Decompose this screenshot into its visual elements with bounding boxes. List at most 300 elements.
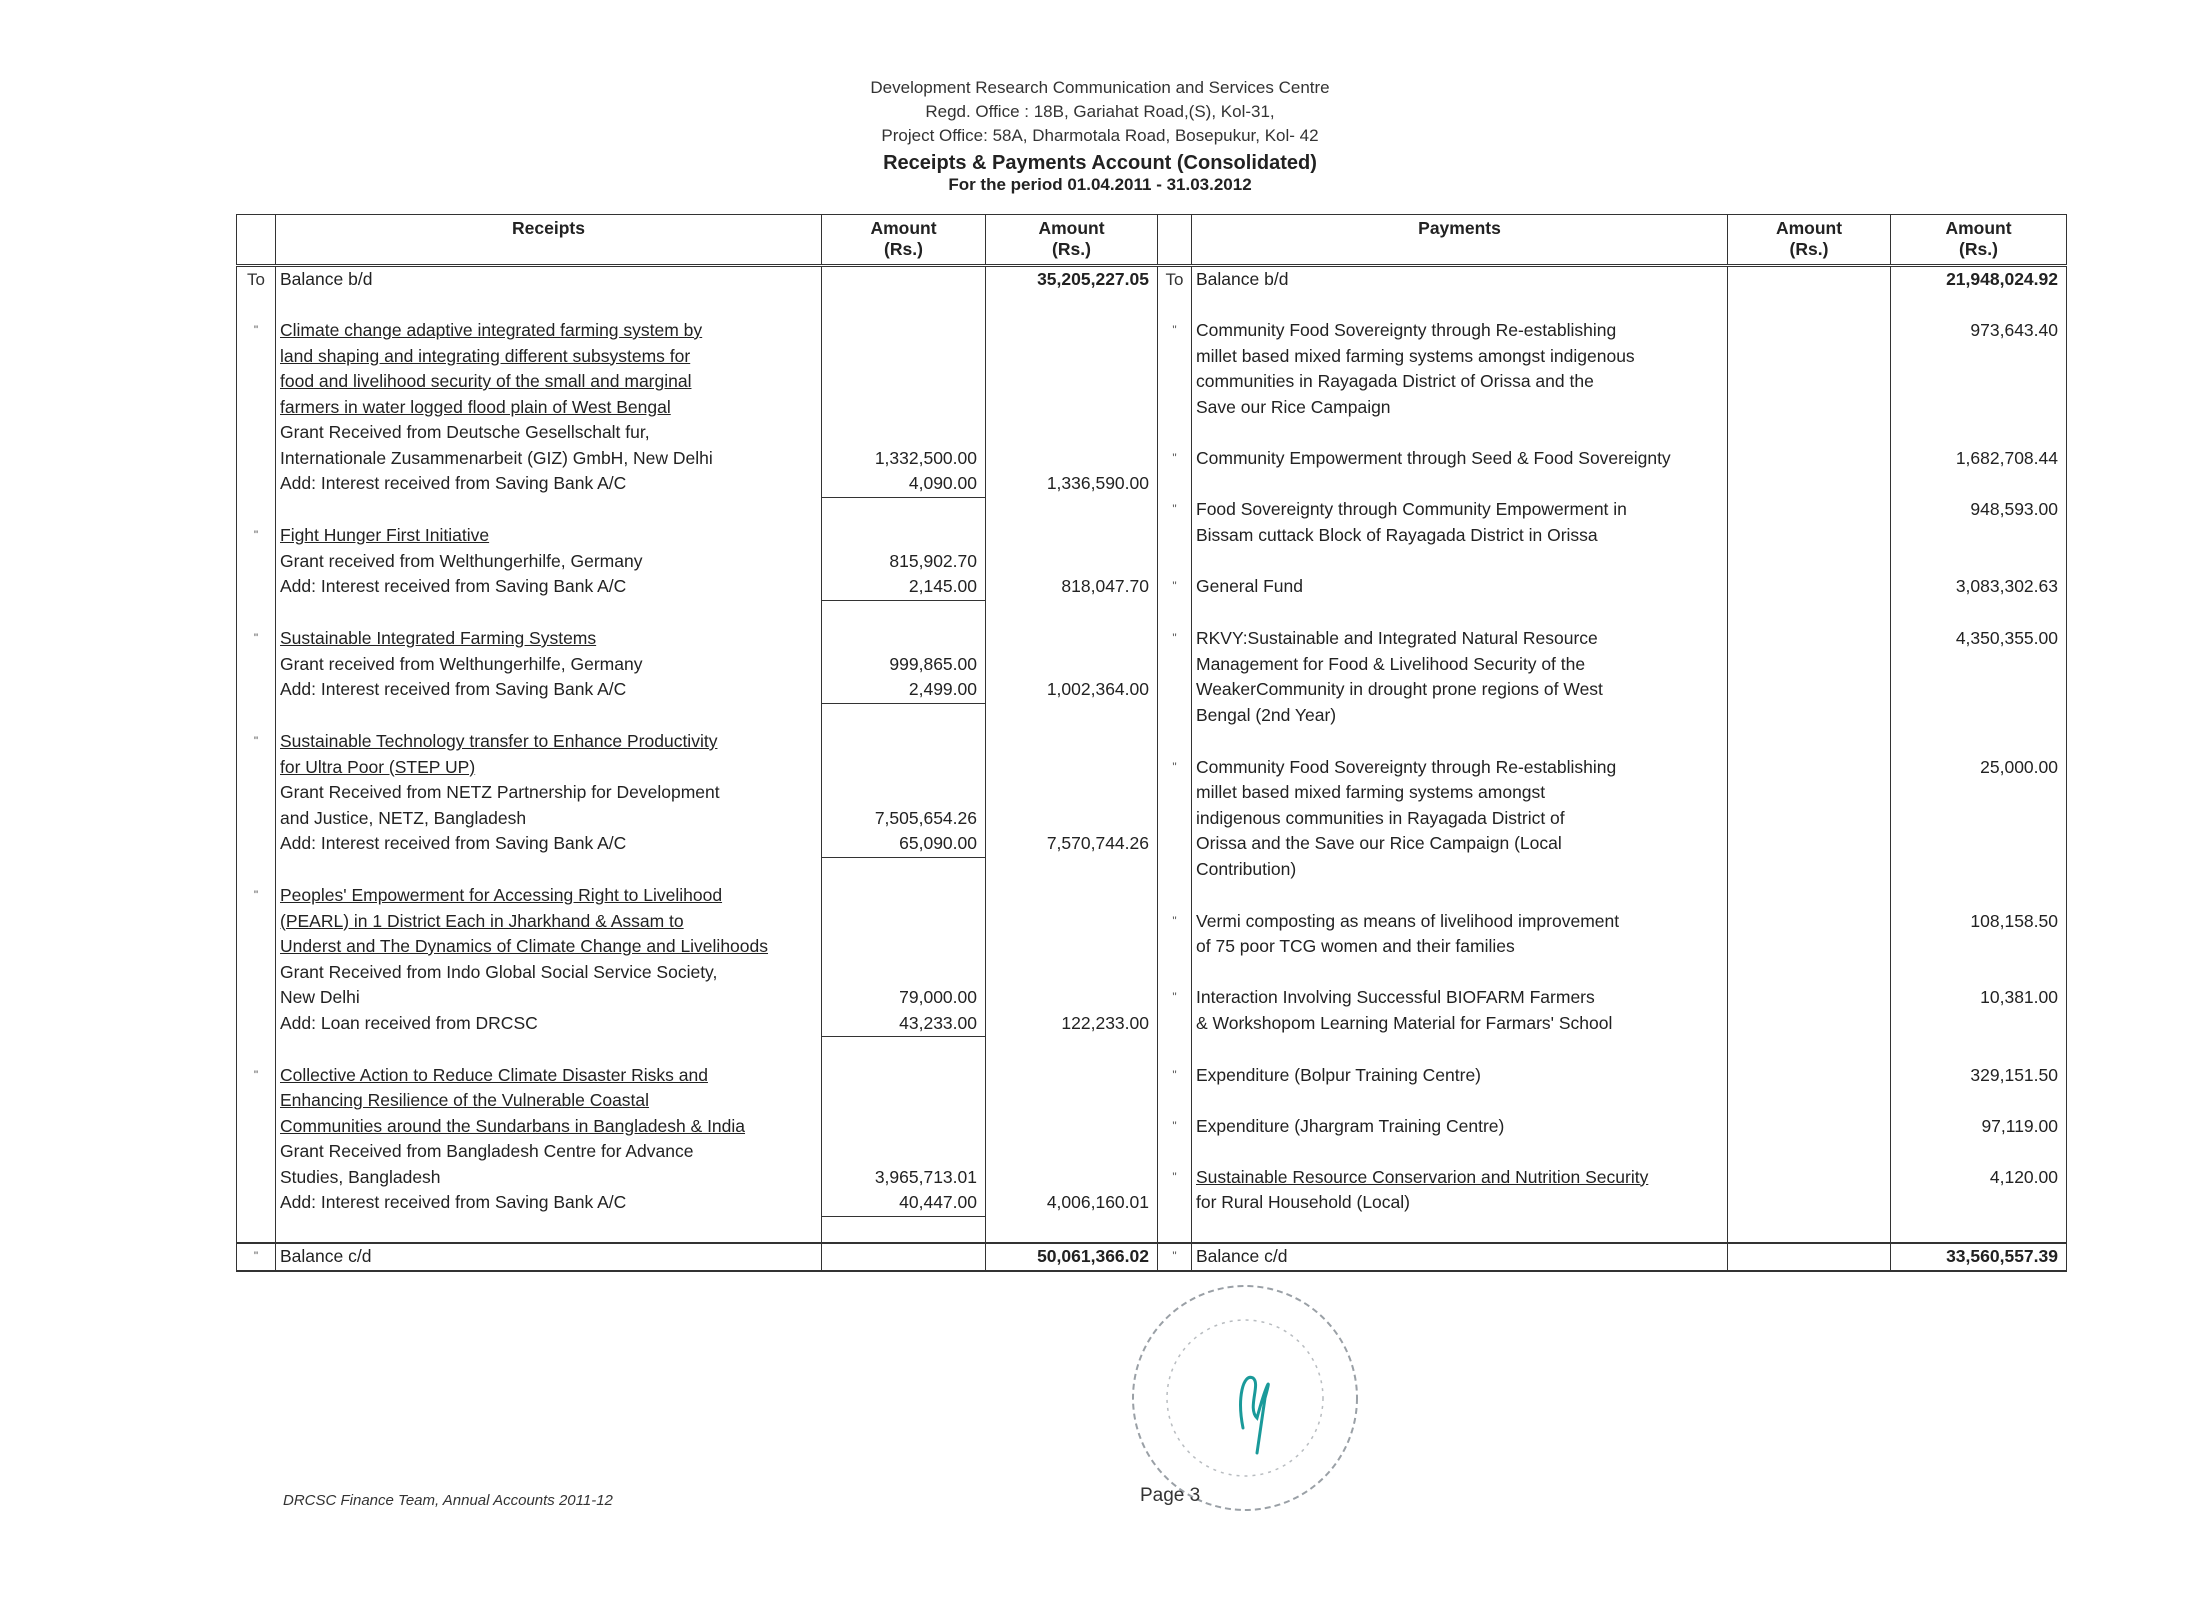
payment-amount	[1728, 446, 1891, 472]
payment-prefix	[1158, 523, 1192, 549]
payment-description	[1192, 729, 1728, 755]
payment-amount	[1728, 1037, 1891, 1063]
receipt-amount	[822, 420, 986, 446]
payment-prefix: "	[1158, 1114, 1192, 1140]
amount-header: Amount (Rs.)	[822, 215, 986, 266]
table-row	[237, 831, 2067, 857]
payment-total: 25,000.00	[1891, 755, 2067, 781]
payment-amount	[1728, 883, 1891, 909]
payment-prefix	[1158, 549, 1192, 575]
table-row	[237, 806, 2067, 832]
receipt-amount	[822, 395, 986, 421]
receipt-total	[986, 755, 1158, 781]
payment-total	[1891, 857, 2067, 883]
receipt-total	[986, 1063, 1158, 1089]
payment-description: Contribution)	[1192, 857, 1728, 883]
receipt-total	[986, 1139, 1158, 1165]
receipt-prefix	[237, 369, 276, 395]
receipt-amount	[822, 909, 986, 935]
payment-amount	[1728, 909, 1891, 935]
receipt-prefix	[237, 857, 276, 883]
payment-description: Orissa and the Save our Rice Campaign (Local	[1192, 831, 1728, 857]
payment-total: 4,120.00	[1891, 1165, 2067, 1191]
payment-prefix	[1158, 729, 1192, 755]
receipt-description: Communities around the Sundarbans in Bangladesh & India	[276, 1114, 822, 1140]
receipt-description: Enhancing Resilience of the Vulnerable Coastal	[276, 1088, 822, 1114]
payment-prefix	[1158, 934, 1192, 960]
payment-description: millet based mixed farming systems amongst	[1192, 780, 1728, 806]
payment-description	[1192, 1037, 1728, 1063]
payment-amount	[1728, 420, 1891, 446]
receipt-prefix: "	[237, 1243, 276, 1271]
payment-total	[1891, 549, 2067, 575]
receipt-total	[986, 1216, 1158, 1243]
payment-amount	[1728, 1165, 1891, 1191]
receipt-prefix: "	[237, 318, 276, 344]
receipt-amount	[822, 626, 986, 652]
receipt-prefix	[237, 755, 276, 781]
receipt-description: Add: Interest received from Saving Bank A/C	[276, 574, 822, 600]
receipt-prefix: "	[237, 1063, 276, 1089]
receipt-total: 7,570,744.26	[986, 831, 1158, 857]
payment-description: Food Sovereignty through Community Empowerment in	[1192, 497, 1728, 523]
payment-prefix: "	[1158, 446, 1192, 472]
receipt-total: 35,205,227.05	[986, 266, 1158, 293]
receipt-description: (PEARL) in 1 District Each in Jharkhand & Assam to	[276, 909, 822, 935]
document-header	[0, 76, 2200, 195]
payment-amount	[1728, 497, 1891, 523]
receipt-description: Grant Received from Bangladesh Centre for Advance	[276, 1139, 822, 1165]
table-row	[237, 755, 2067, 781]
payment-prefix	[1158, 1216, 1192, 1243]
receipt-description: for Ultra Poor (STEP UP)	[276, 755, 822, 781]
receipt-description: Balance c/d	[276, 1243, 822, 1271]
payment-total	[1891, 677, 2067, 703]
payment-description	[1192, 1139, 1728, 1165]
payment-amount	[1728, 626, 1891, 652]
receipt-description: Grant received from Welthungerhilfe, Germany	[276, 652, 822, 678]
payment-description	[1192, 1088, 1728, 1114]
table-row	[237, 677, 2067, 703]
payment-prefix	[1158, 395, 1192, 421]
payments-header: Payments	[1192, 215, 1728, 266]
payment-prefix	[1158, 652, 1192, 678]
receipt-description: Internationale Zusammenarbeit (GIZ) GmbH, New Delhi	[276, 446, 822, 472]
payment-prefix	[1158, 293, 1192, 319]
receipt-total	[986, 1088, 1158, 1114]
table-row	[237, 395, 2067, 421]
payment-description: Balance c/d	[1192, 1243, 1728, 1271]
payment-prefix	[1158, 471, 1192, 497]
payment-description: Management for Food & Livelihood Security of the	[1192, 652, 1728, 678]
payment-total	[1891, 293, 2067, 319]
receipt-amount	[822, 318, 986, 344]
receipt-description: farmers in water logged flood plain of West Bengal	[276, 395, 822, 421]
payment-amount	[1728, 1139, 1891, 1165]
payment-amount	[1728, 1216, 1891, 1243]
payment-amount	[1728, 857, 1891, 883]
payment-description	[1192, 471, 1728, 497]
receipt-total	[986, 806, 1158, 832]
payment-prefix: To	[1158, 266, 1192, 293]
payment-total	[1891, 1011, 2067, 1037]
receipt-amount: 43,233.00	[822, 1011, 986, 1037]
table-row	[237, 934, 2067, 960]
receipt-prefix	[237, 395, 276, 421]
receipt-amount: 65,090.00	[822, 831, 986, 857]
payment-total	[1891, 1190, 2067, 1216]
receipt-amount: 999,865.00	[822, 652, 986, 678]
receipt-prefix	[237, 831, 276, 857]
payment-total: 10,381.00	[1891, 985, 2067, 1011]
payment-prefix	[1158, 780, 1192, 806]
payment-amount	[1728, 574, 1891, 600]
payment-amount	[1728, 652, 1891, 678]
receipt-total	[986, 318, 1158, 344]
receipt-description: Balance b/d	[276, 266, 822, 293]
receipt-total	[986, 909, 1158, 935]
receipt-amount	[822, 857, 986, 883]
receipt-description: and Justice, NETZ, Bangladesh	[276, 806, 822, 832]
receipt-total	[986, 369, 1158, 395]
payment-description: Interaction Involving Successful BIOFARM Farmers	[1192, 985, 1728, 1011]
payment-total: 33,560,557.39	[1891, 1243, 2067, 1271]
payment-description: RKVY:Sustainable and Integrated Natural Resource	[1192, 626, 1728, 652]
payment-description: millet based mixed farming systems amongst indigenous	[1192, 344, 1728, 370]
payment-total: 97,119.00	[1891, 1114, 2067, 1140]
table-row	[237, 523, 2067, 549]
payment-description: Bissam cuttack Block of Rayagada District in Orissa	[1192, 523, 1728, 549]
receipt-amount	[822, 497, 986, 523]
table-row	[237, 344, 2067, 370]
receipt-prefix	[237, 574, 276, 600]
payment-amount	[1728, 1088, 1891, 1114]
receipt-amount	[822, 960, 986, 986]
table-row	[237, 471, 2067, 497]
receipt-prefix	[237, 1114, 276, 1140]
amount-header: Amount (Rs.)	[986, 215, 1158, 266]
payment-amount	[1728, 266, 1891, 293]
page-number: Page 3	[1140, 1485, 1201, 1506]
receipt-prefix	[237, 471, 276, 497]
payment-total	[1891, 703, 2067, 729]
payment-prefix: "	[1158, 1063, 1192, 1089]
payment-description: of 75 poor TCG women and their families	[1192, 934, 1728, 960]
receipt-amount	[822, 523, 986, 549]
receipt-total	[986, 1165, 1158, 1191]
payment-amount	[1728, 369, 1891, 395]
receipt-description: Studies, Bangladesh	[276, 1165, 822, 1191]
receipt-prefix	[237, 549, 276, 575]
payment-amount	[1728, 677, 1891, 703]
table-row	[237, 600, 2067, 626]
payment-description: General Fund	[1192, 574, 1728, 600]
receipt-prefix	[237, 1011, 276, 1037]
receipt-total	[986, 857, 1158, 883]
receipt-prefix: "	[237, 626, 276, 652]
payment-total	[1891, 831, 2067, 857]
payment-amount	[1728, 1011, 1891, 1037]
payment-total	[1891, 600, 2067, 626]
receipt-total	[986, 446, 1158, 472]
receipt-prefix	[237, 1216, 276, 1243]
receipts-header: Receipts	[276, 215, 822, 266]
table-row	[237, 369, 2067, 395]
table-row	[237, 1216, 2067, 1243]
receipt-prefix	[237, 344, 276, 370]
receipt-description	[276, 497, 822, 523]
payment-total	[1891, 960, 2067, 986]
payment-prefix	[1158, 831, 1192, 857]
payment-amount	[1728, 1114, 1891, 1140]
payment-amount	[1728, 1243, 1891, 1271]
table-row	[237, 497, 2067, 523]
payment-prefix	[1158, 344, 1192, 370]
payment-description: & Workshopom Learning Material for Farmars' School	[1192, 1011, 1728, 1037]
payment-description	[1192, 883, 1728, 909]
receipt-prefix: To	[237, 266, 276, 293]
receipt-total	[986, 1114, 1158, 1140]
receipt-description: Sustainable Technology transfer to Enhance Productivity	[276, 729, 822, 755]
receipt-prefix	[237, 703, 276, 729]
receipt-amount	[822, 1243, 986, 1271]
receipt-prefix	[237, 909, 276, 935]
receipt-total	[986, 497, 1158, 523]
payment-amount	[1728, 806, 1891, 832]
payment-description: communities in Rayagada District of Orissa and the	[1192, 369, 1728, 395]
payment-total	[1891, 369, 2067, 395]
table-row	[237, 780, 2067, 806]
table-row	[237, 574, 2067, 600]
receipt-total	[986, 293, 1158, 319]
receipt-total	[986, 729, 1158, 755]
payment-prefix	[1158, 420, 1192, 446]
receipt-total	[986, 934, 1158, 960]
payment-prefix	[1158, 1088, 1192, 1114]
payment-total: 973,643.40	[1891, 318, 2067, 344]
receipt-description	[276, 293, 822, 319]
payment-prefix: "	[1158, 1165, 1192, 1191]
payment-prefix	[1158, 703, 1192, 729]
receipt-total	[986, 1037, 1158, 1063]
table-row	[237, 1037, 2067, 1063]
payment-amount	[1728, 831, 1891, 857]
receipt-prefix: "	[237, 523, 276, 549]
payment-total: 21,948,024.92	[1891, 266, 2067, 293]
payment-prefix	[1158, 1139, 1192, 1165]
payment-description	[1192, 600, 1728, 626]
payment-total: 329,151.50	[1891, 1063, 2067, 1089]
table-row	[237, 266, 2067, 293]
receipt-total: 50,061,366.02	[986, 1243, 1158, 1271]
payment-prefix	[1158, 883, 1192, 909]
receipt-description: Collective Action to Reduce Climate Disaster Risks and	[276, 1063, 822, 1089]
table-row	[237, 1190, 2067, 1216]
receipt-amount	[822, 600, 986, 626]
payment-description	[1192, 1216, 1728, 1243]
payment-amount	[1728, 960, 1891, 986]
receipt-total	[986, 652, 1158, 678]
receipt-description	[276, 1037, 822, 1063]
receipt-amount: 2,145.00	[822, 574, 986, 600]
receipt-total	[986, 780, 1158, 806]
balance-cd-row	[237, 1243, 2067, 1271]
payment-total	[1891, 1037, 2067, 1063]
receipt-prefix: "	[237, 729, 276, 755]
statement-title: Receipts & Payments Account (Consolidated)	[883, 152, 1317, 174]
receipt-amount: 4,090.00	[822, 471, 986, 497]
receipt-total: 1,336,590.00	[986, 471, 1158, 497]
receipt-description: food and livelihood security of the small and marginal	[276, 369, 822, 395]
payment-description	[1192, 293, 1728, 319]
receipt-amount	[822, 1088, 986, 1114]
payment-prefix	[1158, 857, 1192, 883]
amount-header: Amount (Rs.)	[1728, 215, 1891, 266]
table-row	[237, 1114, 2067, 1140]
receipt-total	[986, 626, 1158, 652]
receipt-description	[276, 1216, 822, 1243]
receipt-total	[986, 883, 1158, 909]
payment-amount	[1728, 1190, 1891, 1216]
table-row	[237, 549, 2067, 575]
payment-amount	[1728, 600, 1891, 626]
table-header-row	[237, 215, 2067, 266]
table-row	[237, 626, 2067, 652]
receipt-prefix	[237, 446, 276, 472]
receipt-amount: 7,505,654.26	[822, 806, 986, 832]
payment-amount	[1728, 549, 1891, 575]
receipt-prefix	[237, 293, 276, 319]
receipt-description: land shaping and integrating different subsystems for	[276, 344, 822, 370]
payment-amount	[1728, 703, 1891, 729]
payment-description	[1192, 960, 1728, 986]
receipt-total: 122,233.00	[986, 1011, 1158, 1037]
payment-description: WeakerCommunity in drought prone regions of West	[1192, 677, 1728, 703]
receipt-amount	[822, 1063, 986, 1089]
receipt-amount	[822, 266, 986, 293]
table-row	[237, 985, 2067, 1011]
receipt-total	[986, 523, 1158, 549]
table-row	[237, 1139, 2067, 1165]
receipts-payments-table	[236, 214, 2067, 1272]
payment-prefix	[1158, 600, 1192, 626]
receipt-description: New Delhi	[276, 985, 822, 1011]
receipt-amount	[822, 1114, 986, 1140]
payment-total	[1891, 780, 2067, 806]
receipt-total	[986, 960, 1158, 986]
payment-prefix	[1158, 369, 1192, 395]
payment-total: 3,083,302.63	[1891, 574, 2067, 600]
receipt-amount	[822, 934, 986, 960]
receipt-total	[986, 420, 1158, 446]
statement-period: For the period 01.04.2011 - 31.03.2012	[948, 175, 1252, 194]
payment-description: Save our Rice Campaign	[1192, 395, 1728, 421]
receipt-total	[986, 549, 1158, 575]
payment-amount	[1728, 934, 1891, 960]
payment-description: Community Food Sovereignty through Re-establishing	[1192, 755, 1728, 781]
receipt-prefix	[237, 600, 276, 626]
table-row	[237, 703, 2067, 729]
payment-total	[1891, 934, 2067, 960]
payment-total	[1891, 395, 2067, 421]
table-row	[237, 960, 2067, 986]
payment-prefix: "	[1158, 497, 1192, 523]
receipt-amount	[822, 755, 986, 781]
payment-amount	[1728, 985, 1891, 1011]
receipt-description: Grant Received from NETZ Partnership for Development	[276, 780, 822, 806]
receipt-total	[986, 703, 1158, 729]
receipt-prefix	[237, 1088, 276, 1114]
receipt-description: Grant Received from Indo Global Social Service Society,	[276, 960, 822, 986]
receipt-prefix	[237, 420, 276, 446]
receipt-total	[986, 985, 1158, 1011]
project-office: Project Office: 58A, Dharmotala Road, Bosepukur, Kol- 42	[881, 126, 1319, 145]
payment-total: 948,593.00	[1891, 497, 2067, 523]
payment-amount	[1728, 318, 1891, 344]
payment-description: Community Food Sovereignty through Re-establishing	[1192, 318, 1728, 344]
receipt-description: Underst and The Dynamics of Climate Change and Livelihoods	[276, 934, 822, 960]
receipt-amount	[822, 729, 986, 755]
table-row	[237, 446, 2067, 472]
receipt-prefix	[237, 985, 276, 1011]
payment-description: Expenditure (Jhargram Training Centre)	[1192, 1114, 1728, 1140]
receipt-amount: 40,447.00	[822, 1190, 986, 1216]
receipt-amount	[822, 1216, 986, 1243]
regd-office: Regd. Office : 18B, Gariahat Road,(S), Kol-31,	[925, 102, 1275, 121]
receipt-total	[986, 344, 1158, 370]
receipt-description: Add: Interest received from Saving Bank A/C	[276, 831, 822, 857]
receipt-total	[986, 600, 1158, 626]
receipt-amount: 1,332,500.00	[822, 446, 986, 472]
receipt-description: Add: Interest received from Saving Bank A/C	[276, 1190, 822, 1216]
amount-header: Amount (Rs.)	[1891, 215, 2067, 266]
payment-total	[1891, 1139, 2067, 1165]
receipt-total: 4,006,160.01	[986, 1190, 1158, 1216]
payment-description: Vermi composting as means of livelihood improvement	[1192, 909, 1728, 935]
receipt-description: Grant Received from Deutsche Gesellschalt fur,	[276, 420, 822, 446]
payment-description: Community Empowerment through Seed & Food Sovereignty	[1192, 446, 1728, 472]
payment-total	[1891, 471, 2067, 497]
payment-prefix	[1158, 1190, 1192, 1216]
payment-total	[1891, 1216, 2067, 1243]
payment-description: Expenditure (Bolpur Training Centre)	[1192, 1063, 1728, 1089]
receipt-amount	[822, 369, 986, 395]
receipt-description: Climate change adaptive integrated farming system by	[276, 318, 822, 344]
receipt-prefix	[237, 780, 276, 806]
payment-total	[1891, 1088, 2067, 1114]
payment-amount	[1728, 471, 1891, 497]
receipt-prefix	[237, 960, 276, 986]
receipt-description: Add: Interest received from Saving Bank A/C	[276, 471, 822, 497]
payment-description: Sustainable Resource Conservarion and Nutrition Security	[1192, 1165, 1728, 1191]
receipt-description: Add: Loan received from DRCSC	[276, 1011, 822, 1037]
payment-amount	[1728, 395, 1891, 421]
receipt-amount	[822, 883, 986, 909]
table-row	[237, 857, 2067, 883]
payment-total	[1891, 523, 2067, 549]
receipt-prefix	[237, 652, 276, 678]
payment-prefix	[1158, 1037, 1192, 1063]
payment-total: 1,682,708.44	[1891, 446, 2067, 472]
receipt-amount	[822, 703, 986, 729]
receipt-prefix	[237, 677, 276, 703]
receipt-prefix	[237, 1139, 276, 1165]
table-row	[237, 420, 2067, 446]
payment-amount	[1728, 1063, 1891, 1089]
payment-amount	[1728, 523, 1891, 549]
table-row	[237, 293, 2067, 319]
payment-description	[1192, 420, 1728, 446]
